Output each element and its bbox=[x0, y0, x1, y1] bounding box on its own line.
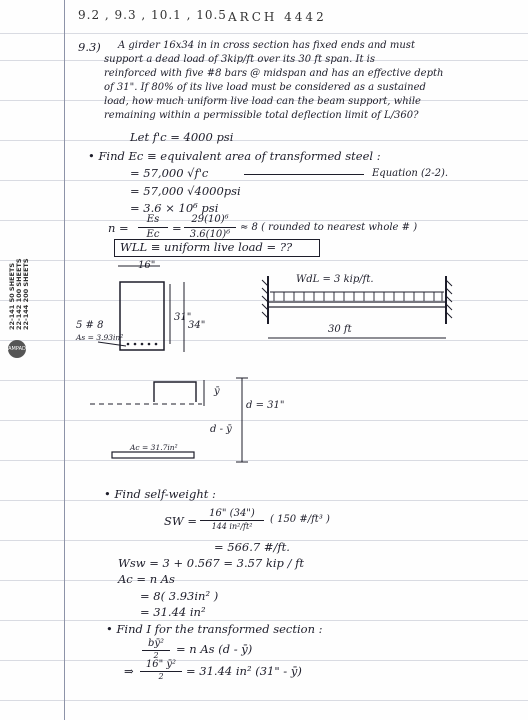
implies-arrow: ⇒ bbox=[124, 664, 134, 678]
n-den-2: 3.6(10)⁶ bbox=[189, 229, 231, 240]
distributed-load-arrows bbox=[274, 292, 442, 301]
ybar-label: ȳ bbox=[214, 386, 220, 397]
eq1-denominator: 2 bbox=[153, 651, 159, 660]
fraction-bar bbox=[200, 520, 264, 521]
n-result: ≈ 8 ( rounded to nearest whole # ) bbox=[240, 222, 418, 233]
self-weight-heading: • Find self-weight : bbox=[104, 487, 216, 501]
steel-area-strip bbox=[112, 452, 194, 458]
section-h-label: 34" bbox=[188, 320, 206, 331]
fraction-bar bbox=[184, 227, 236, 228]
eq1-numerator: bȳ² bbox=[147, 638, 165, 649]
section-width-label: 16" bbox=[138, 260, 156, 271]
bar-callout-arrow bbox=[98, 342, 126, 346]
sw-result: = 566.7 #/ft. bbox=[214, 540, 290, 554]
transformed-section-sketch bbox=[84, 372, 324, 468]
statement-line: of 31". If 80% of its live load must be considered as a sustained bbox=[104, 82, 426, 93]
statement-line: load, how much uniform live load can the beam support, while bbox=[104, 96, 421, 107]
wsw-line: Wsw = 3 + 0.567 = 3.57 kip / ft bbox=[118, 556, 304, 570]
statement-line: remaining within a permissible total deflection limit of L/360? bbox=[104, 110, 419, 121]
ruled-line bbox=[0, 33, 528, 34]
ac-line-1: Ac = n As bbox=[118, 572, 175, 586]
equation-reference: Equation (2-2). bbox=[372, 168, 449, 179]
ruled-line bbox=[0, 180, 528, 181]
ec-line-2: = 57,000 √4000psi bbox=[130, 184, 241, 198]
problem-number: 9.3) bbox=[78, 40, 101, 54]
n-num-1: Es bbox=[146, 214, 160, 225]
underline bbox=[244, 174, 364, 175]
n-den-1: Ec bbox=[146, 229, 160, 240]
ec-line-3: = 3.6 × 10⁶ psi bbox=[130, 201, 219, 215]
sw-numerator: 16" (34") bbox=[209, 508, 255, 519]
moment-of-inertia-heading: • Find I for the transformed section : bbox=[106, 622, 323, 636]
statement-line: reinforced with five #8 bars @ midspan and has an effective depth bbox=[104, 68, 444, 79]
ruled-line bbox=[0, 660, 528, 661]
section-d-label: 31" bbox=[174, 312, 192, 323]
ec-heading: • Find Ec ≡ equivalent area of transformed steel : bbox=[88, 149, 381, 163]
stamp-line: 22-141 50 SHEETS bbox=[8, 263, 16, 330]
margin-line bbox=[64, 0, 65, 720]
eq2-denominator: 2 bbox=[158, 672, 164, 681]
span-label: 30 ft bbox=[328, 324, 352, 335]
given-fc: Let f'c = 4000 psi bbox=[130, 130, 234, 144]
sw-density: ( 150 #/ft³ ) bbox=[270, 514, 330, 525]
rebar-dots bbox=[127, 343, 158, 346]
n-lhs: n = bbox=[108, 221, 129, 235]
sw-denominator: 144 in²/ft² bbox=[211, 522, 253, 531]
ruled-line bbox=[0, 620, 528, 621]
equals: = bbox=[172, 221, 182, 235]
fraction-bar bbox=[138, 227, 168, 228]
ruled-line bbox=[0, 220, 528, 221]
sheet-count-stamp bbox=[8, 210, 30, 332]
statement-line: A girder 16x34 in in cross section has fixed ends and must bbox=[118, 40, 415, 51]
dead-load-label: WdL = 3 kip/ft. bbox=[296, 274, 374, 285]
d-minus-y-label: d - ȳ bbox=[210, 424, 232, 435]
ac-line-3: = 31.44 in² bbox=[140, 605, 206, 619]
course-label: ARCH 4442 bbox=[228, 10, 327, 24]
ac-label: Ac = 31.7in² bbox=[130, 443, 178, 452]
beam-section-rect bbox=[120, 282, 164, 350]
ruled-line bbox=[0, 700, 528, 701]
ruled-line bbox=[0, 140, 528, 141]
stamp-line: 22-142 100 SHEETS bbox=[15, 258, 23, 330]
ruled-line bbox=[0, 580, 528, 581]
ec-line-1: = 57,000 √f'c bbox=[130, 166, 209, 180]
cross-section-sketch bbox=[60, 258, 210, 360]
eq1-rhs: = n As (d - ȳ) bbox=[176, 642, 253, 656]
as-label: As = 3.93in² bbox=[76, 333, 124, 342]
brand-logo: AMPAD bbox=[8, 340, 26, 358]
bars-label: 5 # 8 bbox=[76, 320, 104, 331]
eq2-rhs: = 31.44 in² (31" - ȳ) bbox=[186, 664, 302, 678]
ac-line-2: = 8( 3.93in² ) bbox=[140, 589, 219, 603]
sw-lhs: SW = bbox=[164, 514, 197, 528]
ruled-line bbox=[0, 500, 528, 501]
d-label: d = 31" bbox=[246, 400, 285, 411]
statement-line: support a dead load of 3kip/ft over its 30 ft span. It is bbox=[104, 54, 375, 65]
problems-label: 9.2 , 9.3 , 10.1 , 10.5 bbox=[78, 8, 227, 22]
stamp-line: 22-144 200 SHEETS bbox=[22, 258, 30, 330]
compression-block bbox=[154, 382, 196, 402]
eq2-numerator: 16" ȳ² bbox=[145, 659, 177, 670]
wll-definition: WLL ≡ uniform live load = ?? bbox=[120, 240, 293, 254]
beam-member bbox=[268, 302, 446, 307]
n-num-2: 29(10)⁶ bbox=[191, 214, 229, 225]
